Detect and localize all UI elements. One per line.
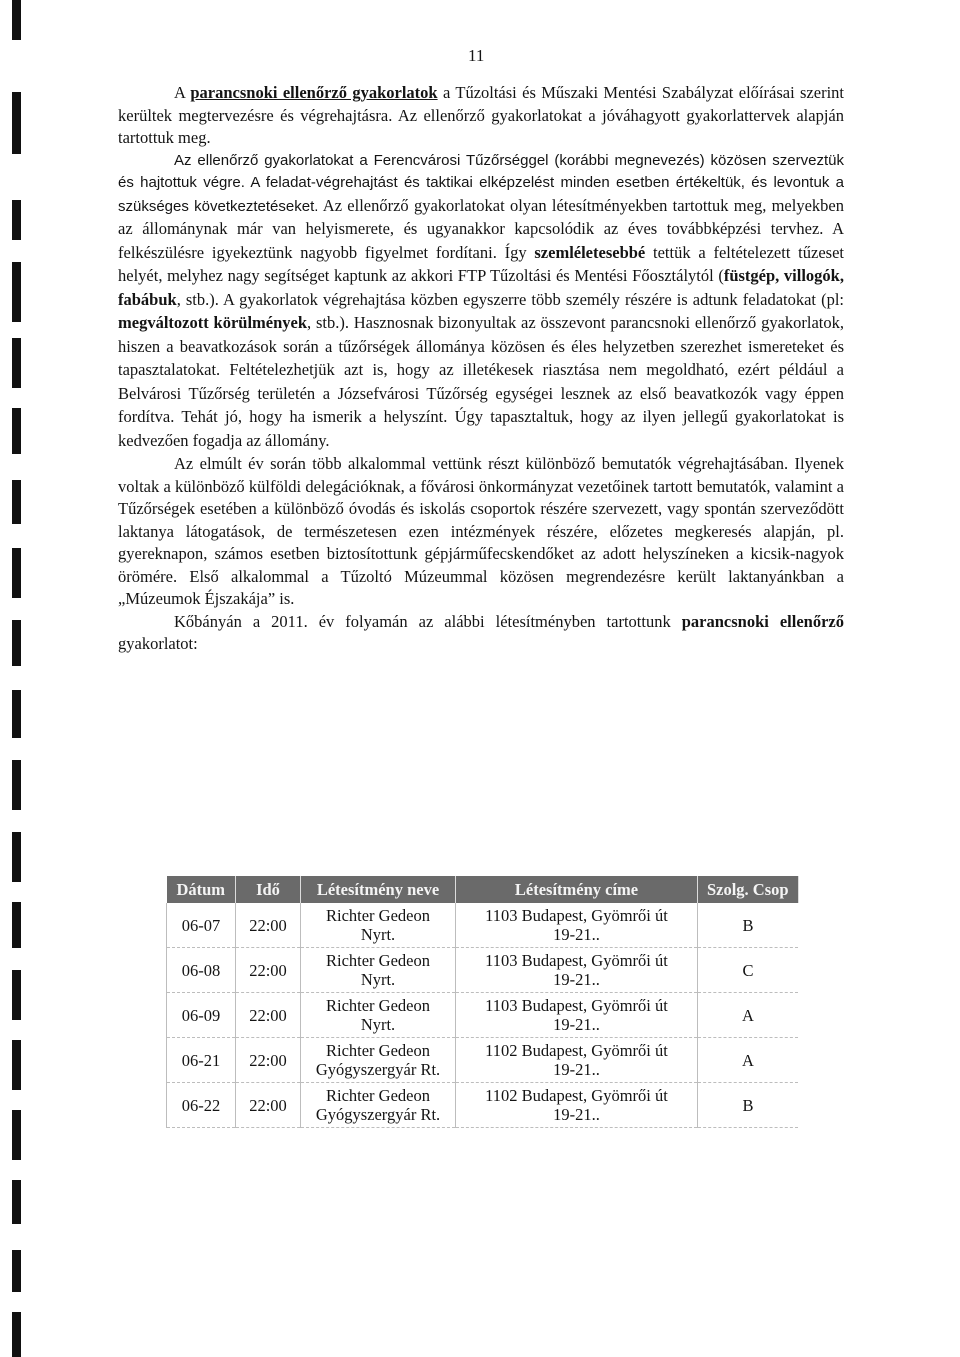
- address-line: 1103 Budapest, Gyömrői út: [485, 996, 668, 1015]
- cell-time: 22:00: [236, 993, 301, 1038]
- text-run: tettük a feltételezett tűzeset helyét, melyhez nagy segítséget kaptunk az akkori FTP Tűzoltási és Mentési Főosztálytól (: [118, 242, 844, 285]
- name-line: Richter Gedeon: [325, 1041, 430, 1060]
- emphasis-text: megváltozott körülmények: [118, 313, 308, 332]
- name-line: Gyógyszergyár Rt.: [315, 1060, 441, 1079]
- address-line: 19-21..: [553, 1105, 600, 1124]
- name-line: Richter Gedeon: [325, 906, 430, 925]
- cell-service-group: B: [698, 903, 799, 948]
- name-line: Nyrt.: [360, 1015, 396, 1034]
- header-facility-address: Létesítmény címe: [456, 876, 698, 903]
- cell-facility-name: [301, 948, 456, 993]
- paragraph-1: [118, 82, 844, 150]
- cell-service-group: A: [698, 1038, 799, 1083]
- cell-service-group: C: [698, 948, 799, 993]
- table-row: [167, 948, 799, 993]
- text-run: A: [174, 83, 191, 102]
- cell-facility-name: [301, 1083, 456, 1128]
- table-row: [167, 1083, 799, 1128]
- text-run: a Tűzoltási és Műszaki Mentési Szabályzat előírásai szerint kerültek megtervezésre és végrehajtásra. Az ellenőrző gyakorlatokat a jóváhagyott gyakorlattervek alapján tartottuk meg.: [118, 83, 844, 147]
- cell-facility-name: [301, 1038, 456, 1083]
- header-facility-name: Létesítmény neve: [301, 876, 456, 903]
- header-date: Dátum: [167, 876, 236, 903]
- cell-time: 22:00: [236, 1083, 301, 1128]
- name-line: Richter Gedeon: [325, 1086, 430, 1105]
- cell-facility-name: [301, 993, 456, 1038]
- address-line: 19-21..: [553, 970, 600, 989]
- table-row: [167, 903, 799, 948]
- table-row: [167, 1038, 799, 1083]
- table-row: [167, 993, 799, 1038]
- table-header-row: [167, 876, 799, 903]
- cell-facility-address: [456, 948, 698, 993]
- text-run: Az ellenőrző gyakorlatokat a Ferencvárosi Tűzőrséggel (korábbi megnevezés) közösen szerveztük és hajtottuk végre. A feladat-végrehajtást és taktikai elképzelést minden esetben értékeltük, és levontuk a szükséges következtetéseket.: [118, 151, 844, 215]
- name-line: Gyógyszergyár Rt.: [315, 1105, 441, 1124]
- text-run: Az ellenőrző gyakorlatokat olyan létesítményekben tartottuk meg, melyekben az állománynak már van helyismerete, és ugyanakkor kapcsolódik az éves továbbképzési tervhez. A felkészülésre igyekeztünk nagyobb figyelmet fordítani. Így: [118, 195, 844, 262]
- paragraph-2: [118, 150, 844, 454]
- cell-time: 22:00: [236, 1038, 301, 1083]
- emphasis-text: parancsnoki ellenőrző gyakorlatok: [190, 83, 438, 102]
- text-run: , stb.). A gyakorlatok végrehajtása közben egyszerre több személy részére is adtunk feladatokat (pl:: [176, 289, 844, 309]
- document-body: [118, 82, 844, 656]
- cell-date: 06-22: [167, 1083, 236, 1128]
- paragraph-4: [118, 611, 844, 656]
- cell-facility-address: [456, 993, 698, 1038]
- address-line: 1102 Budapest, Gyömrői út: [485, 1041, 668, 1060]
- cell-service-group: B: [698, 1083, 799, 1128]
- cell-date: 06-21: [167, 1038, 236, 1083]
- name-line: Nyrt.: [360, 970, 396, 989]
- scan-edge-marks: [12, 0, 21, 1357]
- text-run: Kőbányán a 2011. év folyamán az alábbi létesítményben tartottunk: [174, 611, 682, 631]
- page-number: 11: [468, 46, 485, 65]
- address-line: 1103 Budapest, Gyömrői út: [485, 951, 668, 970]
- cell-facility-address: [456, 1083, 698, 1128]
- emphasis-text: parancsnoki ellenőrző: [681, 611, 845, 631]
- name-line: Nyrt.: [360, 925, 396, 944]
- cell-time: 22:00: [236, 948, 301, 993]
- cell-facility-address: [456, 903, 698, 948]
- name-line: Richter Gedeon: [325, 951, 430, 970]
- emphasis-text: szemléletesebbé: [534, 242, 646, 262]
- address-line: 19-21..: [553, 1015, 600, 1034]
- cell-time: 22:00: [236, 903, 301, 948]
- header-service-group: Szolg. Csop: [698, 876, 799, 903]
- paragraph-3: Az elmúlt év során több alkalommal vettünk részt különböző bemutatók végrehajtásában. Ilyenek voltak a különböző külföldi delegációknak, a fővárosi önkormányzat vezetőinek tartott bemutatók, valamint a Tűzőrségek esetében a különböző óvodás és iskolás csoportok részére szervezett, vagy spontán szerveződött laktanya látogatások, de természetesen ezen intézmények részére, előzetes megkeresés alapján, pl. gyereknapon, számos esetben biztosítottunk gépjárműfecskendőket az adott helyszíneken a kicsik-nagyok örömére. Első alkalommal a Tűzoltó Múzeummal közösen megrendezésre került laktanyánkban a „Múzeumok Éjszakája” is.: [118, 454, 844, 608]
- address-line: 19-21..: [553, 925, 600, 944]
- exercise-table: [166, 876, 799, 1128]
- cell-date: 06-09: [167, 993, 236, 1038]
- header-time: Idő: [236, 876, 301, 903]
- text-run: gyakorlatot:: [118, 634, 198, 653]
- address-line: 19-21..: [553, 1060, 600, 1079]
- text-run: , stb.). Hasznosnak bizonyultak az összevont parancsnoki ellenőrző gyakorlatok, hiszen a beavatkozások során a tűzőrségek állománya közösen és éles helyzetben szerezhet ismereteket és tapasztalatokat. Feltételezhetjük azt is, hogy az illetékesek riasztása nem megoldható, ezért például a Belvárosi Tűzőrség területén a Józsefvárosi Tűzőrség egységei lesznek az első beavatkozók vagy éppen fordítva. Tehát jó, hogy ha ismerik a helyszínt. Úgy tapasztaltuk, hogy az ilyen jellegű gyakorlatokat is kedvezően fogadja az állomány.: [118, 313, 845, 450]
- emphasis-text: füstgép, villogók, fabábuk: [118, 266, 844, 309]
- cell-service-group: A: [698, 993, 799, 1038]
- cell-date: 06-07: [167, 903, 236, 948]
- cell-date: 06-08: [167, 948, 236, 993]
- address-line: 1103 Budapest, Gyömrői út: [485, 906, 668, 925]
- name-line: Richter Gedeon: [325, 996, 430, 1015]
- address-line: 1102 Budapest, Gyömrői út: [485, 1086, 668, 1105]
- cell-facility-address: [456, 1038, 698, 1083]
- cell-facility-name: [301, 903, 456, 948]
